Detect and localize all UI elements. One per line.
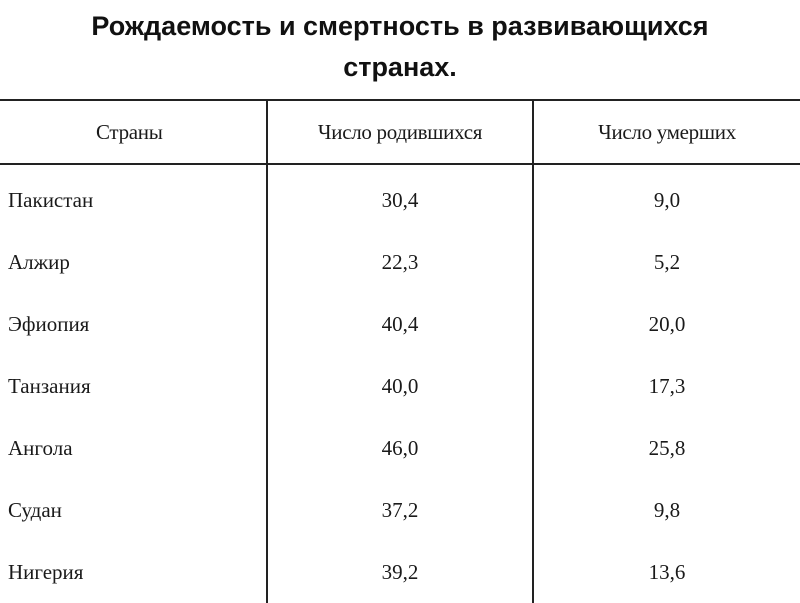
country-cell: Эфиопия bbox=[8, 311, 90, 336]
country-cell: Алжир bbox=[8, 249, 70, 274]
country-cell: Судан bbox=[8, 497, 62, 522]
table-header-row bbox=[0, 100, 800, 164]
birth-death-table bbox=[0, 99, 800, 603]
deaths-cell: 20,0 bbox=[533, 293, 800, 355]
births-cell: 46,0 bbox=[267, 417, 533, 479]
column-header-countries: Страны bbox=[0, 100, 267, 164]
deaths-cell: 9,8 bbox=[533, 479, 800, 541]
deaths-cell: 5,2 bbox=[533, 231, 800, 293]
table-row bbox=[0, 164, 800, 231]
deaths-cell: 9,0 bbox=[533, 164, 800, 231]
births-cell: 40,0 bbox=[267, 355, 533, 417]
column-header-births: Число родившихся bbox=[267, 100, 533, 164]
deaths-cell: 25,8 bbox=[533, 417, 800, 479]
births-cell: 39,2 bbox=[267, 541, 533, 603]
table-row bbox=[0, 417, 800, 479]
births-cell: 22,3 bbox=[267, 231, 533, 293]
births-cell: 30,4 bbox=[267, 164, 533, 231]
country-cell: Пакистан bbox=[8, 187, 94, 212]
country-cell: Ангола bbox=[8, 435, 73, 460]
births-cell: 40,4 bbox=[267, 293, 533, 355]
table-row bbox=[0, 231, 800, 293]
deaths-cell: 17,3 bbox=[533, 355, 800, 417]
table-row bbox=[0, 355, 800, 417]
deaths-cell: 13,6 bbox=[533, 541, 800, 603]
page-title bbox=[0, 6, 800, 88]
page-title-line-1: Рождаемость и смертность в развивающихся bbox=[91, 11, 709, 41]
births-cell: 37,2 bbox=[267, 479, 533, 541]
page-title-line-2: странах. bbox=[343, 52, 457, 82]
country-cell: Танзания bbox=[8, 373, 91, 398]
table-row bbox=[0, 479, 800, 541]
column-header-deaths: Число умерших bbox=[533, 100, 800, 164]
table-row bbox=[0, 293, 800, 355]
country-cell: Нигерия bbox=[8, 559, 84, 584]
table-row bbox=[0, 541, 800, 603]
